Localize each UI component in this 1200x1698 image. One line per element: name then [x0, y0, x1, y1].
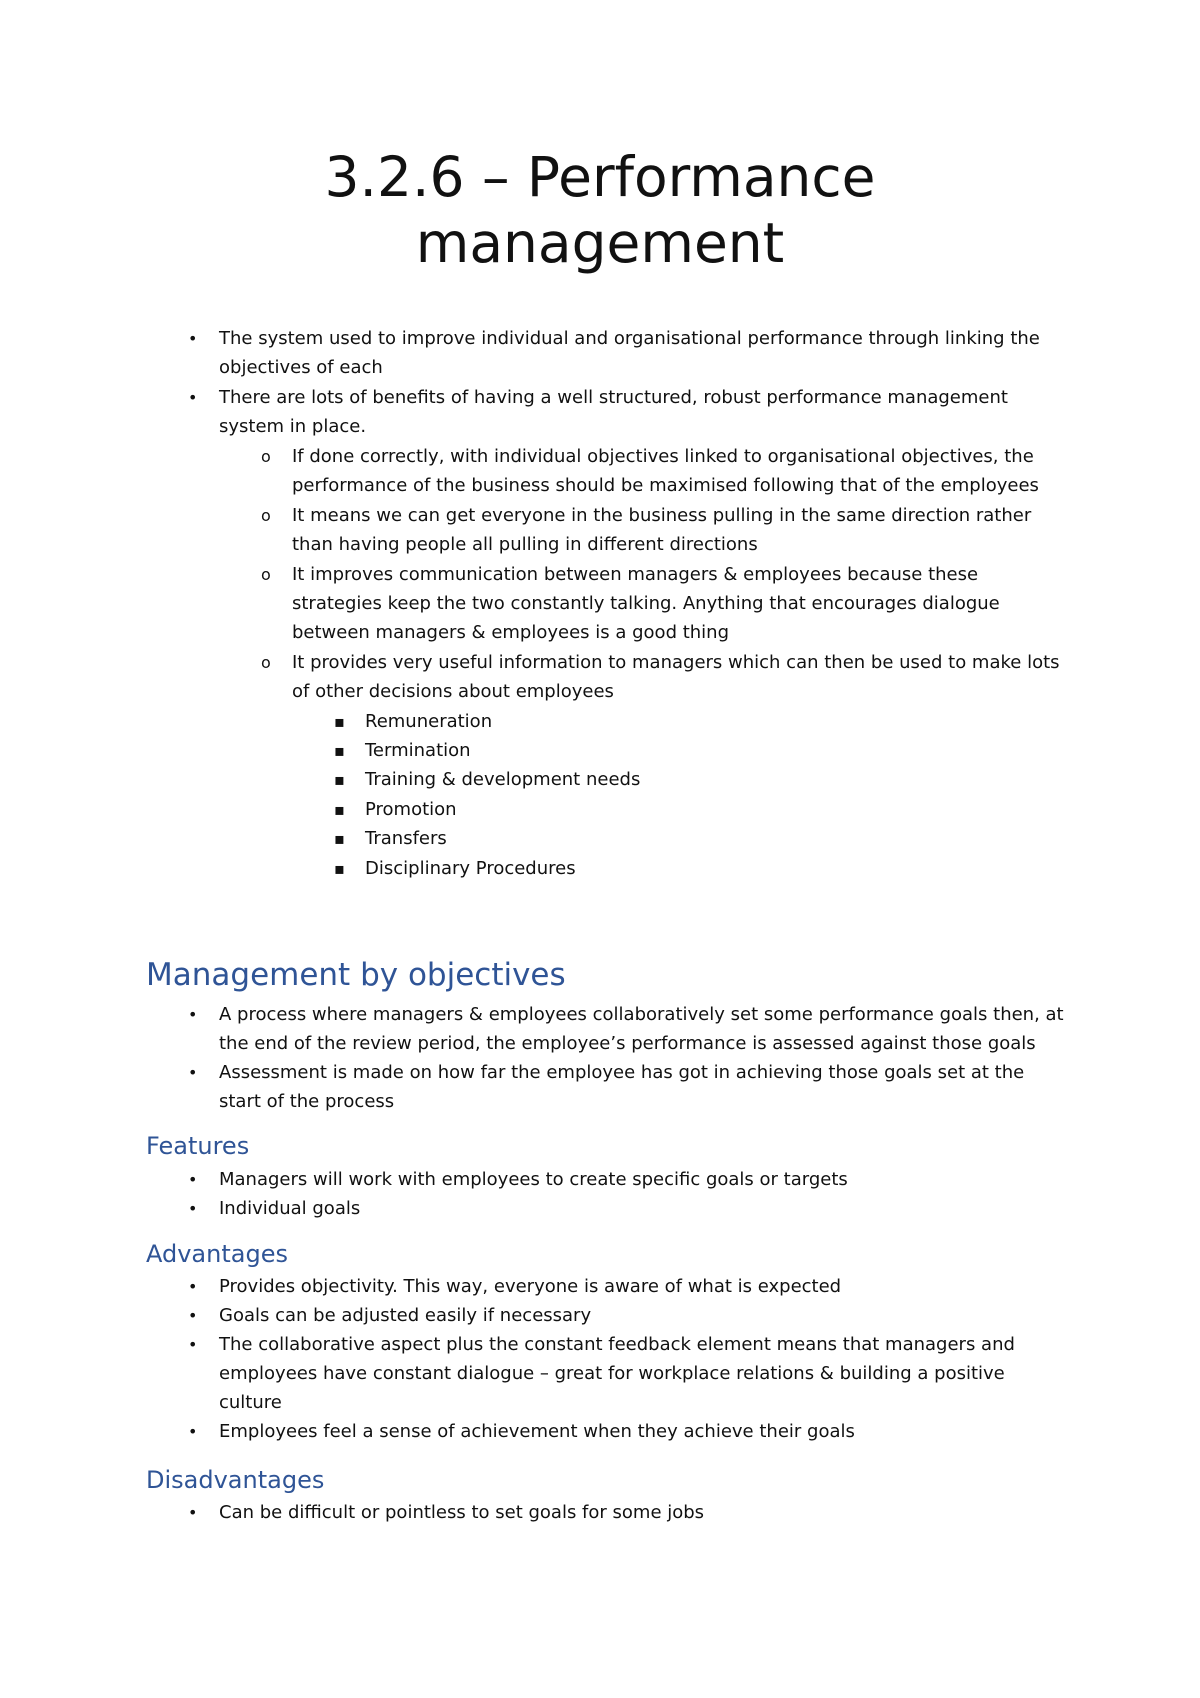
circle-bullet-glyph: o	[261, 506, 271, 525]
bullet-glyph: •	[188, 1170, 198, 1189]
circle-bullet-glyph: o	[261, 447, 271, 466]
bullet-glyph: •	[188, 1422, 198, 1441]
bullet-glyph: •	[188, 1335, 198, 1354]
list-item-text: The collaborative aspect plus the constant feedback element means that managers and	[219, 1334, 1015, 1355]
section-heading-mbo: Management by objectives	[146, 957, 566, 993]
section-heading-disadvantages: Disadvantages	[146, 1466, 325, 1494]
section-heading-advantages: Advantages	[146, 1240, 288, 1268]
list-item-text: Termination	[365, 740, 471, 761]
section-heading-features: Features	[146, 1132, 250, 1160]
list-item-text: Disciplinary Procedures	[365, 858, 576, 879]
list-item-text: There are lots of benefits of having a well structured, robust performance management	[219, 387, 1008, 408]
list-item-text: objectives of each	[219, 357, 383, 378]
list-item-text: between managers & employees is a good thing	[292, 622, 730, 643]
bullet-glyph: •	[188, 1277, 198, 1296]
page-title	[0, 144, 1200, 276]
square-bullet-glyph: ▪	[334, 741, 345, 760]
list-item-text: start of the process	[219, 1091, 395, 1112]
list-item-text: It provides very useful information to managers which can then be used to make lots	[292, 652, 1060, 673]
list-item-text: It means we can get everyone in the business pulling in the same direction rather	[292, 505, 1032, 526]
list-item-text: It improves communication between managers & employees because these	[292, 564, 979, 585]
square-bullet-glyph: ▪	[334, 712, 345, 731]
bullet-glyph: •	[188, 1306, 198, 1325]
circle-bullet-glyph: o	[261, 565, 271, 584]
list-item-text: Goals can be adjusted easily if necessary	[219, 1305, 592, 1326]
list-item-text: A process where managers & employees collaboratively set some performance goals then, at	[219, 1004, 1064, 1025]
bullet-glyph: •	[188, 388, 198, 407]
list-item-text: Promotion	[365, 799, 457, 820]
list-item-text: The system used to improve individual and organisational performance through linking the	[219, 328, 1040, 349]
list-item-text: If done correctly, with individual objectives linked to organisational objectives, the	[292, 446, 1034, 467]
title-line-1: 3.2.6 – Performance	[324, 145, 876, 209]
list-item-text: culture	[219, 1392, 282, 1413]
list-item-text: of other decisions about employees	[292, 681, 614, 702]
list-item-text: performance of the business should be maximised following that of the employees	[292, 475, 1039, 496]
list-item-text: strategies keep the two constantly talking. Anything that encourages dialogue	[292, 593, 1000, 614]
bullet-glyph: •	[188, 1005, 198, 1024]
list-item-text: Can be difficult or pointless to set goals for some jobs	[219, 1502, 705, 1523]
square-bullet-glyph: ▪	[334, 829, 345, 848]
list-item-text: Employees feel a sense of achievement when they achieve their goals	[219, 1421, 855, 1442]
list-item-text: Remuneration	[365, 711, 493, 732]
bullet-glyph: •	[188, 329, 198, 348]
list-item-text: Managers will work with employees to create specific goals or targets	[219, 1169, 848, 1190]
square-bullet-glyph: ▪	[334, 859, 345, 878]
list-item-text: Provides objectivity. This way, everyone is aware of what is expected	[219, 1276, 842, 1297]
square-bullet-glyph: ▪	[334, 770, 345, 789]
bullet-glyph: •	[188, 1199, 198, 1218]
bullet-glyph: •	[188, 1503, 198, 1522]
list-item-text: the end of the review period, the employee’s performance is assessed against those goals	[219, 1033, 1036, 1054]
list-item-text: system in place.	[219, 416, 367, 437]
bullet-glyph: •	[188, 1063, 198, 1082]
list-item-text: Transfers	[365, 828, 447, 849]
list-item-text: employees have constant dialogue – great for workplace relations & building a positive	[219, 1363, 1005, 1384]
list-item-text: Training & development needs	[365, 769, 641, 790]
title-line-2: management	[415, 211, 785, 275]
square-bullet-glyph: ▪	[334, 800, 345, 819]
list-item-text: Individual goals	[219, 1198, 361, 1219]
circle-bullet-glyph: o	[261, 653, 271, 672]
list-item-text: Assessment is made on how far the employee has got in achieving those goals set at the	[219, 1062, 1025, 1083]
list-item-text: than having people all pulling in different directions	[292, 534, 758, 555]
